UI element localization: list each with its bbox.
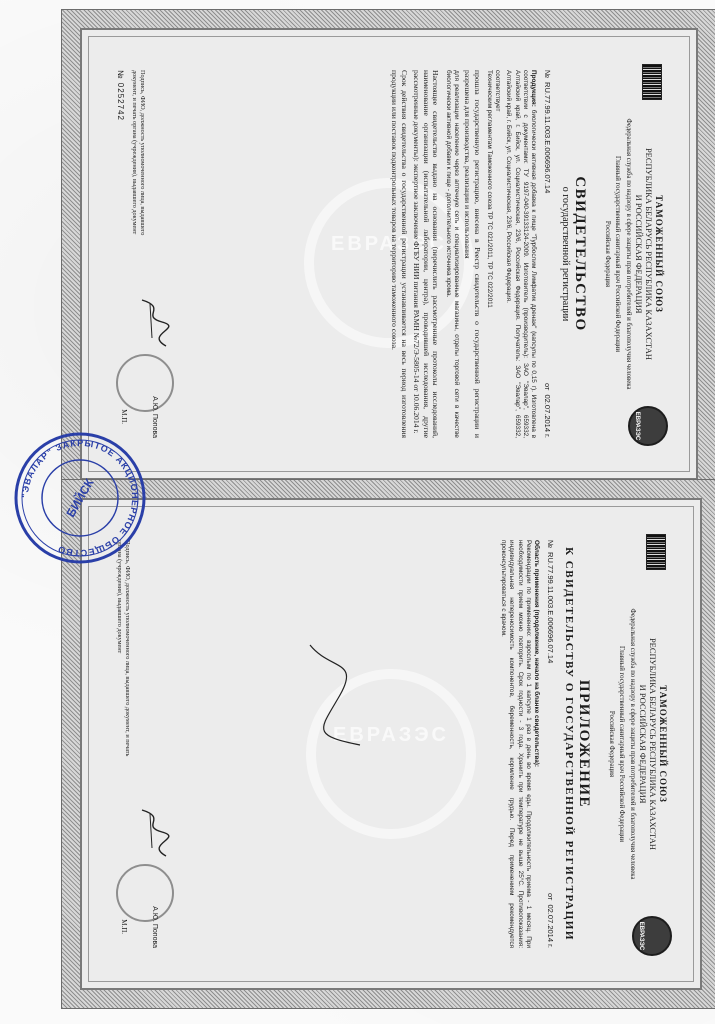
regs-text: Техническим регламентам Таможенного союза ТР ТС 021/2011, ТР ТС 022/2011 — [485, 70, 493, 308]
eurasec-emblem-icon: ЕВРАЗЭС — [628, 406, 668, 446]
agency-line-2: Главный государственный санитарный врач Российской Федерации — [618, 645, 626, 843]
eurasec-emblem-icon: ЕВРАЗЭС — [632, 916, 672, 956]
signature-caption: Подпись, ФИО, должность уполномоченного лица, выдавшего документ, и печать органа (учреждения), выдавшего документ — [131, 70, 146, 236]
agency-line-3: Российская Федерация — [604, 220, 611, 288]
mp-mark: М.П. — [120, 919, 128, 934]
signature-caption: Подпись, ФИО, должность уполномоченного лица, выдавшего документ, и печать органа (учреждения), выдавшего документ — [116, 540, 131, 757]
republics-line-2: И РОССИЙСКАЯ ФЕДЕРАЦИЯ — [638, 684, 648, 804]
official-seal-icon — [116, 864, 174, 922]
scope-label: Область применения (продолжение, начало на бланке свидетельства): — [533, 540, 540, 768]
official-seal-icon — [116, 354, 174, 412]
signature-area — [116, 278, 176, 438]
certificate-date: 02.07.2014 г. — [543, 394, 552, 438]
agency-line-1: Федеральная служба по надзору в сфере защиты прав потребителей и благополучия человека — [625, 118, 632, 390]
eurasec-watermark-2: ЕВРАЗЭС — [306, 669, 476, 839]
certificate-title: СВИДЕТЕЛЬСТВО — [572, 176, 588, 332]
eurasec-watermark: ЕВРАЗЭС — [304, 178, 474, 348]
signature-icon — [136, 298, 170, 348]
product-label: Продукция: — [530, 70, 537, 107]
appendix-sheet — [62, 480, 715, 1008]
agency-line-2: Главный государственный санитарный врач Российской Федерации — [614, 155, 622, 353]
certificate-header — [594, 70, 664, 441]
handwritten-mark-icon — [300, 640, 380, 750]
validity-text: Срок действия свидетельства о государственной регистрации устанавливается на весь период изготовления продукции или поставок подконтрольных товаров на территорию таможенного союза. — [390, 70, 409, 438]
certificate-frame — [80, 28, 698, 480]
product-text: биологически активная добавка к пище "Турбослим Лимфатик дренаж" (капсулы по 0,15 г). — [530, 109, 537, 392]
certificate-subtitle: о государственной регистрации — [560, 186, 571, 322]
agency-line-1: Федеральная служба по надзору в сфере защиты прав потребителей и благополучия человека — [629, 608, 636, 880]
scope-text: Рекомендации по применению: взрослым по 1 капсуле 1 раз в день во время еды. Продолжительность приема - 1 месяц. При необходимости прием можно повторить. Срок годности - 3 года. Хранить при температуре не выше 25°С. Противопоказания: индивидуальная непереносимость компонентов, беременность, кормление грудью. Перед применением рекомендуется проконсультироваться с врачом. — [500, 540, 532, 948]
appendix-title-line-2: К СВИДЕТЕЛЬСТВУ О ГОСУДАРСТВЕННОЙ РЕГИСТРАЦИИ — [563, 547, 575, 941]
certificate-content — [100, 48, 678, 460]
appendix-date: 02.07.2014 г. — [546, 904, 555, 948]
agency-line-3: Российская Федерация — [608, 710, 615, 778]
appendix-number-row — [546, 540, 555, 948]
blank-number: № 0252742 — [116, 70, 125, 121]
number-prefix: № — [543, 70, 552, 79]
appendix-frame — [80, 498, 702, 990]
barcode-icon — [642, 64, 662, 100]
usage-text: для реализации населению через аптечную сеть и специализированные магазины, отделы торговой сети в качестве биологически активной добавки к пище - дополнительного источника хрома. — [444, 70, 460, 438]
number-prefix: № — [546, 540, 555, 549]
manufacturer-text: Изготовлена в соответствии с документами: ТУ 9197-040-39133124-2009. Изготовитель (производитель): ЗАО "Эвалар", 659332, Алтайский край, г. Бийск, ул. Социалистическая, 23/6, Российская Федерация. Получатель: ЗАО "Эвалар", 659332, Алтайский край, г. Бийск, ул. Социалистическая, 23/6, Российская Федерация. — [505, 70, 537, 439]
stamp-ring-text: "ЭВАЛАР" ЗАКРЫТОЕ АКЦИОНЕРНОЕ ОБЩЕСТВО — [19, 437, 141, 559]
signature-icon — [136, 808, 170, 858]
certificate-body — [390, 70, 537, 438]
union-title: ТАМОЖЕННЫЙ СОЮЗ — [658, 685, 668, 803]
registration-text: прошла государственную регистрацию, внесена в Реестр свидетельств о государственной регистрации и разрешена для производства, реализации и использования — [463, 70, 482, 438]
basis-text: Настоящее свидетельство выдано на основании (перечислить рассмотренные протоколы исследований, наименование организации (испытательной лаборатории, центра), проводившей исследования, другие рассмотренные документы): экспертное заключение ФГБУ НИИ питания РАМН №72/Э-5805-14 от 10.06.2014 г. — [412, 70, 441, 438]
company-stamp-icon — [12, 430, 148, 566]
barcode-icon — [646, 534, 666, 570]
signer-name: А.Ю. Попова — [151, 906, 158, 948]
certificate-signature-block — [116, 70, 176, 438]
date-prefix: от — [543, 383, 552, 391]
union-title: ТАМОЖЕННЫЙ СОЮЗ — [654, 195, 664, 313]
republics-line-1: РЕСПУБЛИКА БЕЛАРУСЬ РЕСПУБЛИКА КАЗАХСТАН — [648, 637, 658, 851]
republics-line-2: И РОССИЙСКАЯ ФЕДЕРАЦИЯ — [634, 194, 644, 314]
certificate-number-row — [543, 70, 552, 438]
republics-line-1: РЕСПУБЛИКА БЕЛАРУСЬ РЕСПУБЛИКА КАЗАХСТАН — [644, 147, 654, 361]
signer-name: А.Ю. Попова — [151, 396, 158, 438]
stamp-center-text: БИЙСК — [63, 476, 97, 520]
mp-mark: М.П. — [120, 409, 128, 424]
date-prefix: от — [546, 893, 555, 901]
certificate-number: RU.77.99.11.003.E.006696.07.14 — [543, 82, 552, 194]
appendix-number: RU.77.99.11.003.E.006696.07.14 — [546, 552, 555, 664]
appendix-body — [499, 540, 540, 948]
appendix-header — [598, 540, 668, 951]
certificate-sheet — [62, 10, 715, 498]
appendix-title: ПРИЛОЖЕНИЕ — [576, 679, 592, 809]
appendix-signature-block — [116, 540, 176, 948]
signature-area — [116, 788, 176, 948]
appendix-content — [100, 518, 682, 970]
compliance-label: соответствует — [494, 70, 502, 112]
